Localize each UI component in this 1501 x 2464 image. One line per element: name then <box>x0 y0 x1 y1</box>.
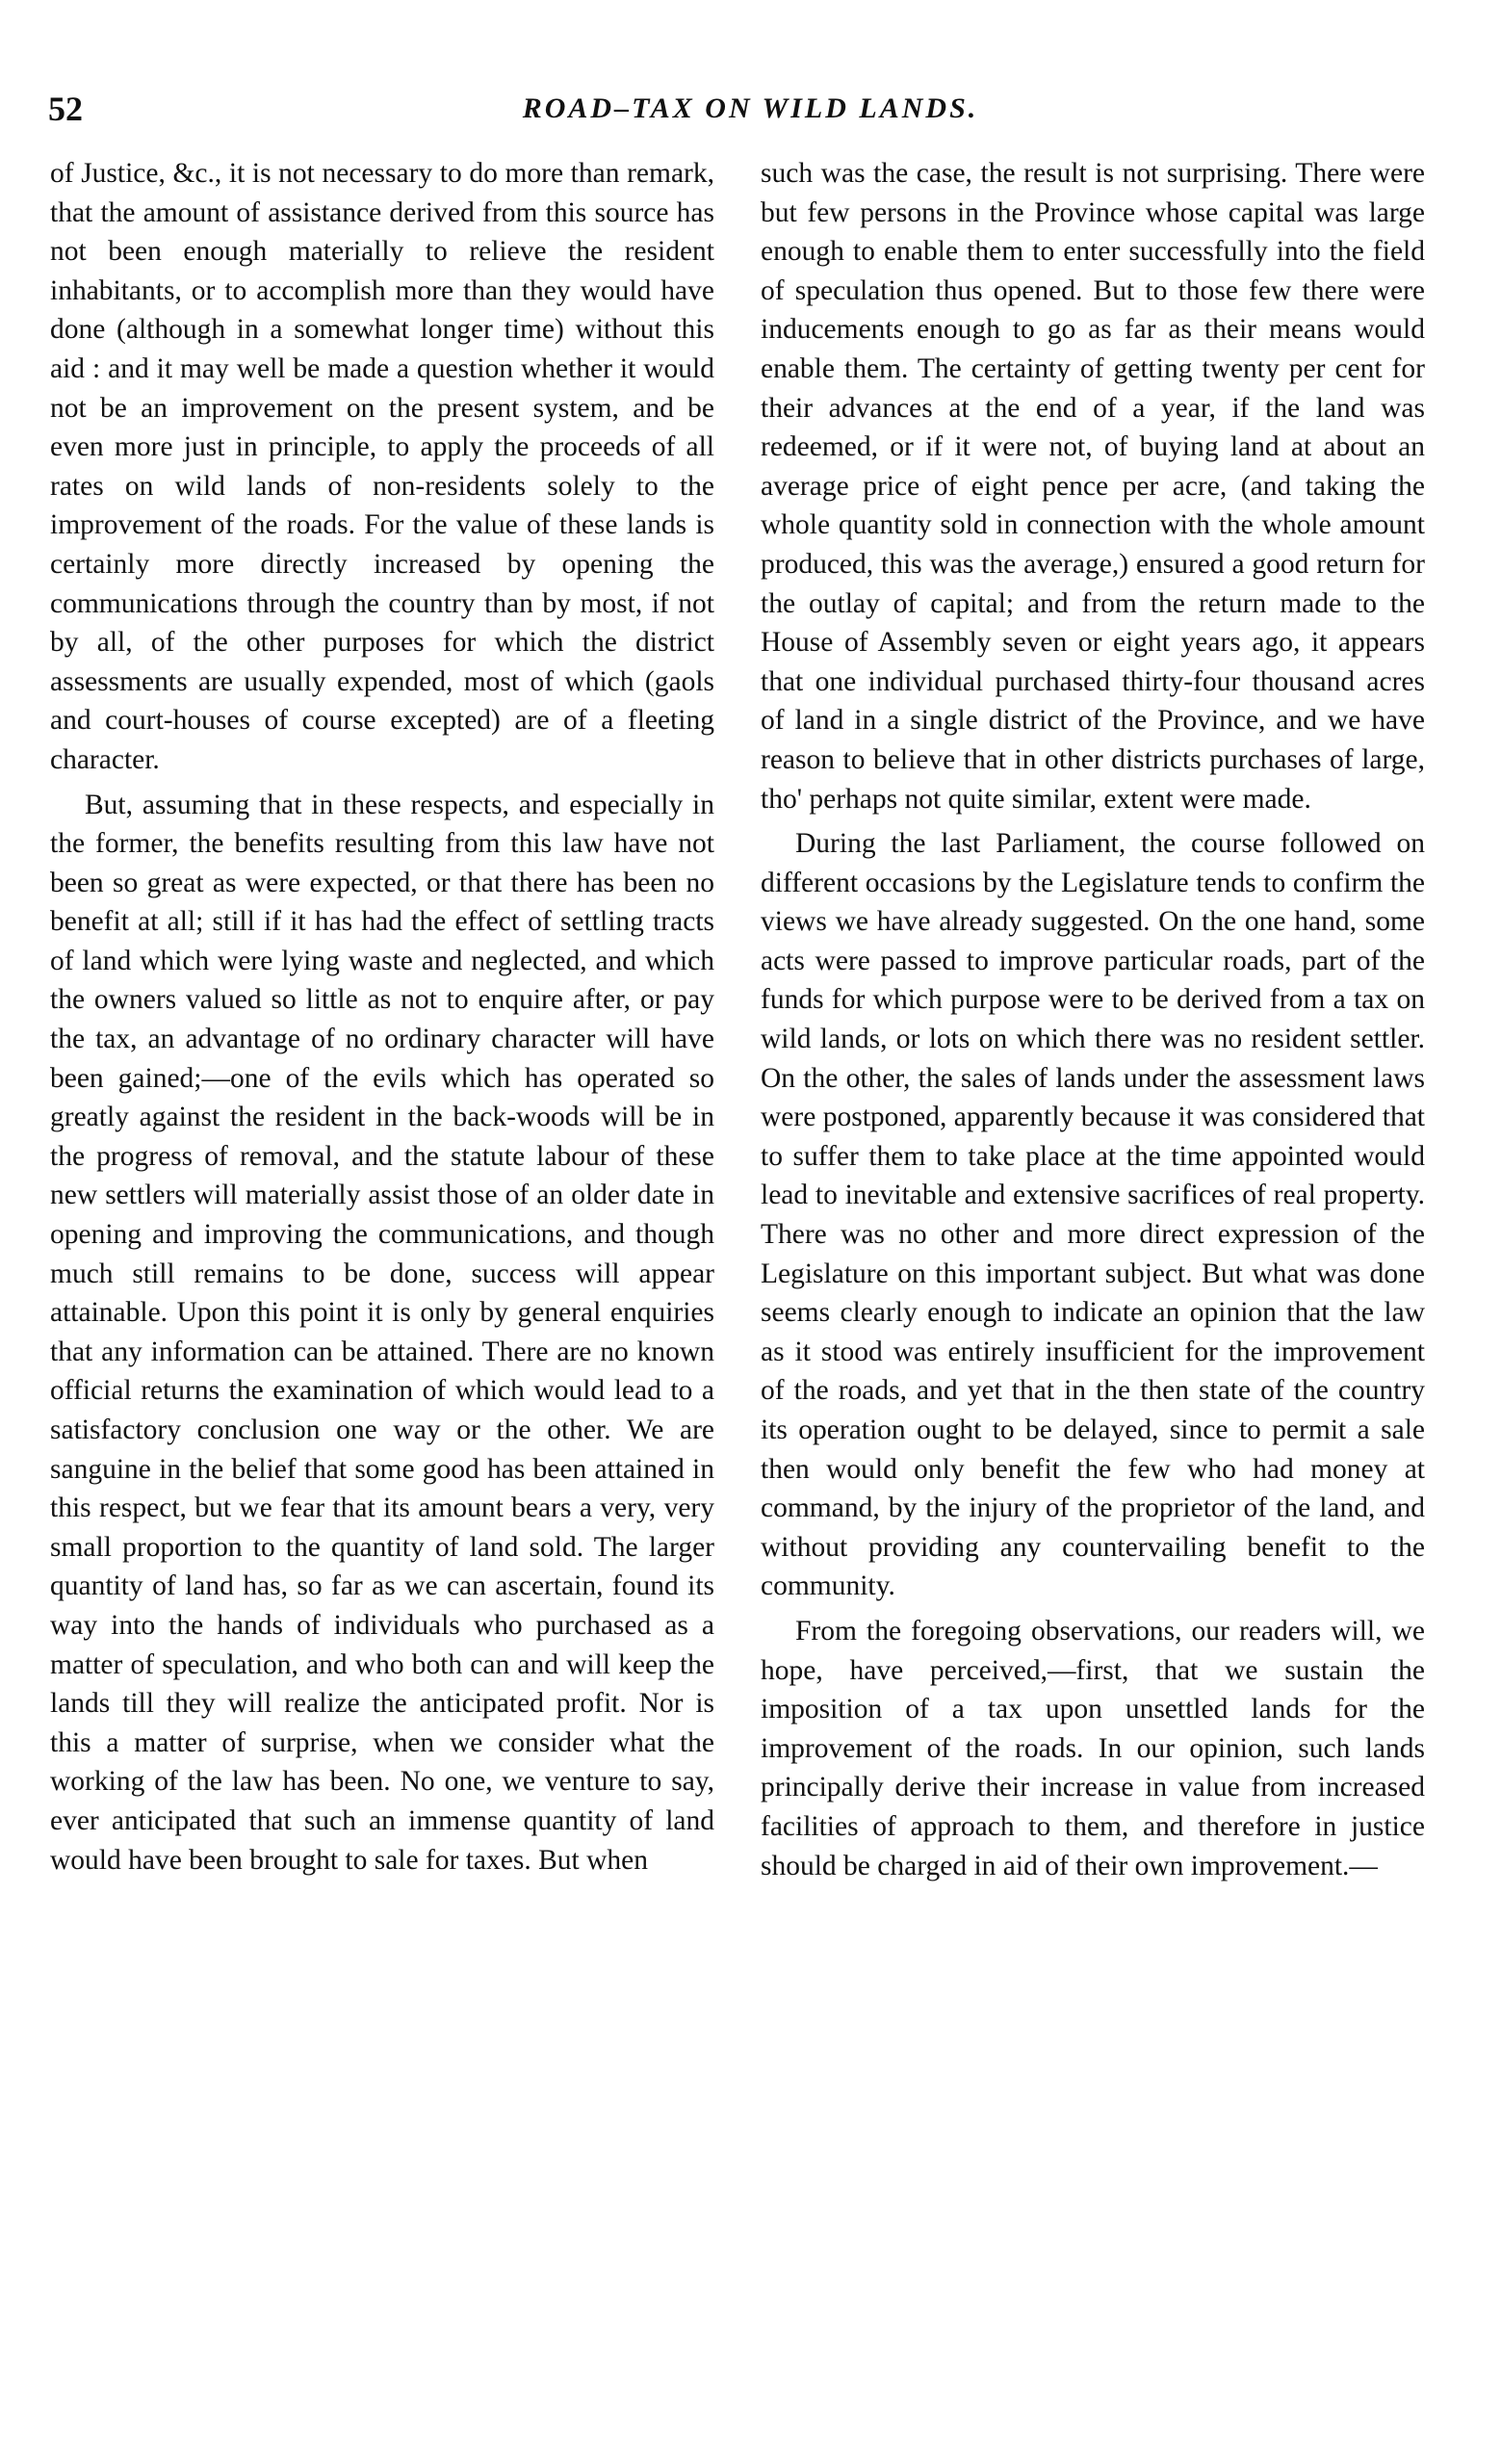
paragraph: But, assuming that in these respects, and especially in the former, the benefits resulting from this law have not been so great as were expected, or that there has been no benefit at all; still if it has had the effect of settling tracts of land which were lying waste and neglected, and which the owners valued so little as not to enquire after, or pay the tax, an advantage of no ordinary character will have been gained;—one of the evils which has operated so greatly against the resident in the back-woods will be in the progress of removal, and the statute labour of these new settlers will materially assist those of an older date in opening and improving the communications, and though much still remains to be done, success will appear attainable. Upon this point it is only by general enquiries that any information can be attained. There are no known official returns the examination of which would lead to a satisfactory conclusion one way or the other. We are sanguine in the belief that some good has been attained in this respect, but we fear that its amount bears a very, very small proportion to the quantity of land sold. The larger quantity of land has, so far as we can ascertain, found its way into the hands of individuals who purchased as a matter of speculation, and who both can and will keep the lands till they will realize the anticipated profit. Nor is this a matter of surprise, when we consider what the working of the law has been. No one, we venture to say, ever anticipated that such an immense quantity of land would have been brought to sale for taxes. But when <box>50 789 714 1876</box>
paragraph: From the foregoing observations, our readers will, we hope, have perceived,—first, that we sustain the imposition of a tax upon unsettled lands for the improvement of the roads. In our opinion, such lands principally derive their increase in value from increased facilities of approach to them, and therefore in justice should be charged in aid of their own improvement.— <box>761 1615 1425 1881</box>
paragraph: During the last Parliament, the course followed on different occasions by the Legislature tends to confirm the views we have already suggested. On the one hand, some acts were passed to improve particular roads, part of the funds for which purpose were to be derived from a tax on wild lands, or lots on which there was no resident settler. On the other, the sales of lands under the assessment laws were postponed, apparently because it was considered that to suffer them to take place at the time appointed would lead to inevitable and extensive sacrifices of real property. There was no other and more direct expression of the Legislature on this important subject. But what was done seems clearly enough to indicate an opinion that the law as it stood was entirely insufficient for the improvement of the roads, and yet that in the then state of the country its operation ought to be delayed, since to permit a sale then would only benefit the few who had money at command, by the injury of the proprietor of the land, and without providing any countervailing benefit to the community. <box>761 828 1425 1602</box>
paragraph: of Justice, &c., it is not necessary to do more than remark, that the amount of assistance derived from this source has not been enough materially to relieve the resident inhabitants, or to accomplish more than they would have done (although in a somewhat longer time) without this aid : and it may well be made a question whether it would not be an improvement on the present system, and be even more just in principle, to apply the proceeds of all rates on wild lands of non-residents solely to the improvement of the roads. For the value of these lands is certainly more directly increased by opening the communications through the country than by most, if not by all, of the other purposes for which the district assessments are usually expended, most of which (gaols and court-houses of course excepted) are of a fleeting character. <box>50 158 714 775</box>
running-head: ROAD–TAX ON WILD LANDS. <box>522 92 979 124</box>
right-column <box>761 154 1425 1885</box>
page-header <box>0 89 1501 137</box>
paragraph: such was the case, the result is not surprising. There were but few persons in the Province whose capital was large enough to enable them to enter successfully into the field of speculation thus opened. But to those few there were inducements enough to go as far as their means would enable them. The certainty of getting twenty per cent for their advances at the end of a year, if the land was redeemed, or if it were not, of buying land at about an average price of eight pence per acre, (and taking the whole quantity sold in connection with the whole amount produced, this was the average,) ensured a good return for the outlay of capital; and from the return made to the House of Assembly seven or eight years ago, it appears that one individual purchased thirty-four thousand acres of land in a single district of the Province, and we have reason to believe that in other districts purchases of large, tho' perhaps not quite similar, extent were made. <box>761 158 1425 815</box>
left-column <box>50 154 714 1880</box>
page-number: 52 <box>48 90 83 128</box>
